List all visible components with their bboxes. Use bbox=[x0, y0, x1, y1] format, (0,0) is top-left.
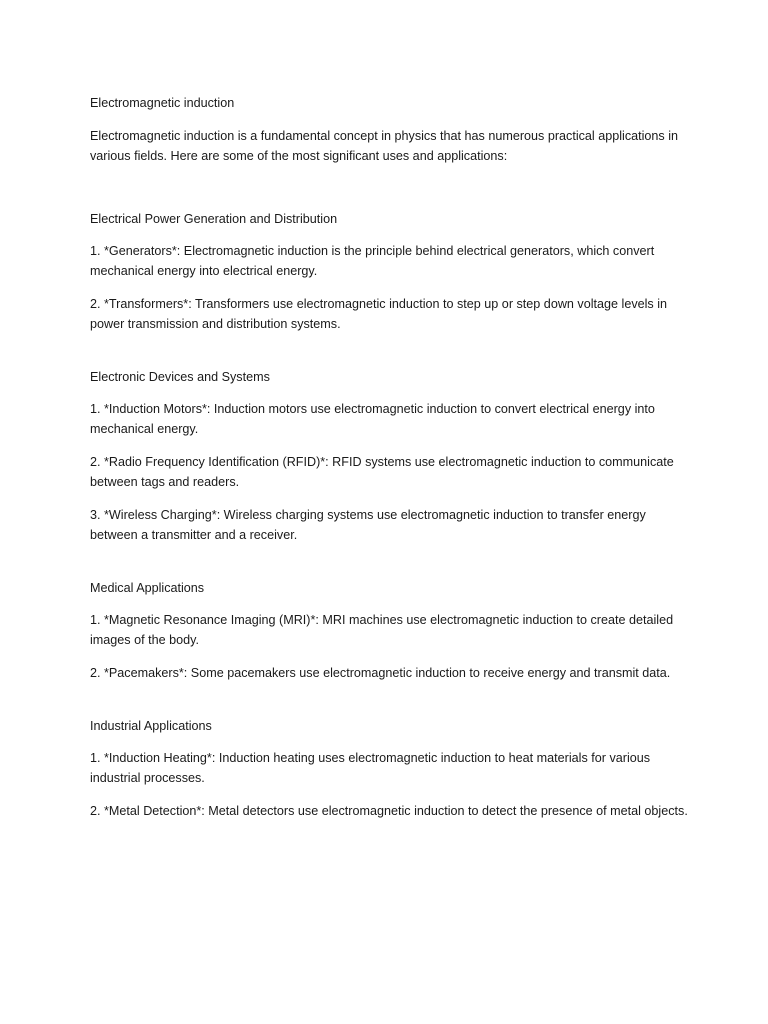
list-item-wireless-charging: 3. *Wireless Charging*: Wireless charging systems use electromagnetic induction to transfer energy between a transmitter and a receiver. bbox=[90, 508, 646, 542]
list-item-induction-heating: 1. *Induction Heating*: Induction heating uses electromagnetic induction to heat materials for various industrial processes. bbox=[90, 751, 651, 785]
section-electronic-devices bbox=[90, 367, 690, 545]
list-item-pacemakers: 2. *Pacemakers*: Some pacemakers use electromagnetic induction to receive energy and transmit data. bbox=[90, 666, 671, 680]
section-industrial-applications bbox=[90, 716, 690, 821]
section-heading: Electronic Devices and Systems bbox=[90, 370, 270, 384]
document-title: Electromagnetic induction bbox=[90, 96, 235, 110]
section-power-generation bbox=[90, 209, 690, 334]
list-item-generators: 1. *Generators*: Electromagnetic induction is the principle behind electrical generators, which convert mechanical energy into electrical energy. bbox=[90, 244, 655, 278]
list-item-rfid: 2. *Radio Frequency Identification (RFID)*: RFID systems use electromagnetic induction to communicate between tags and readers. bbox=[90, 455, 674, 489]
list-item-metal-detection: 2. *Metal Detection*: Metal detectors use electromagnetic induction to detect the presence of metal objects. bbox=[90, 804, 688, 818]
list-item-transformers: 2. *Transformers*: Transformers use electromagnetic induction to step up or step down voltage levels in power transmission and distribution systems. bbox=[90, 297, 668, 331]
section-medical-applications bbox=[90, 578, 690, 683]
list-item-induction-motors: 1. *Induction Motors*: Induction motors use electromagnetic induction to convert electrical energy into mechanical energy. bbox=[90, 402, 655, 436]
section-heading: Electrical Power Generation and Distribution bbox=[90, 212, 338, 226]
section-heading: Medical Applications bbox=[90, 581, 205, 595]
section-heading: Industrial Applications bbox=[90, 719, 212, 733]
document-page bbox=[90, 93, 690, 821]
intro-paragraph: Electromagnetic induction is a fundamental concept in physics that has numerous practical applications in various fields. Here are some of the most significant uses and applications: bbox=[90, 129, 679, 163]
list-item-mri: 1. *Magnetic Resonance Imaging (MRI)*: MRI machines use electromagnetic induction to create detailed images of the body. bbox=[90, 613, 674, 647]
